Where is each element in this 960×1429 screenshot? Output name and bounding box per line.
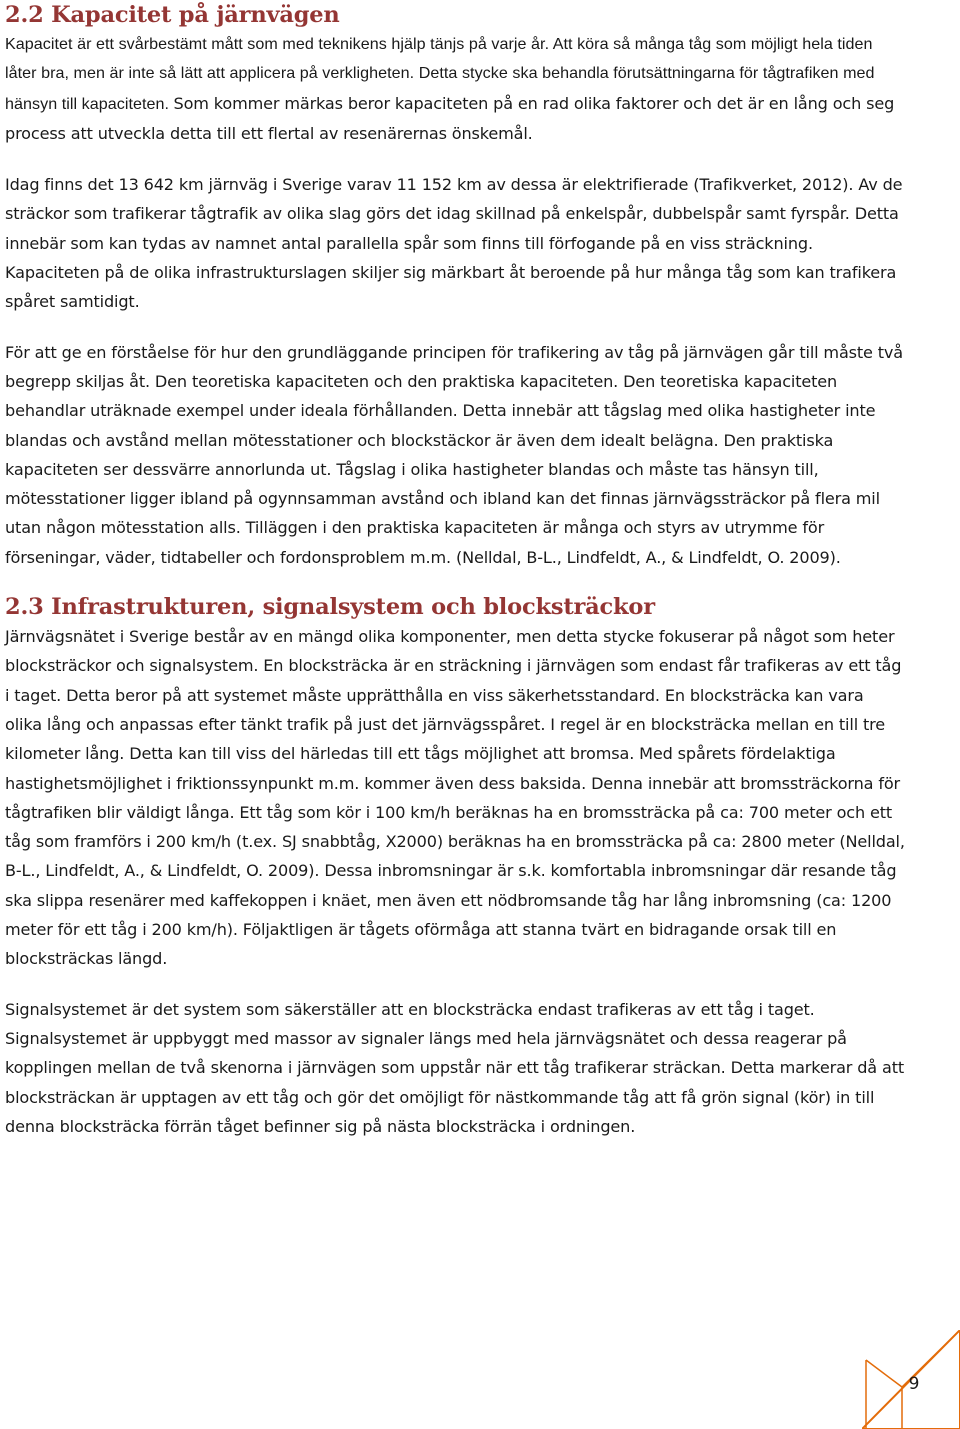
paragraph [5,30,905,149]
section-heading: 2.2 Kapacitet på järnvägen [5,2,340,28]
paragraph: Järnvägsnätet i Sverige består av en mängd olika komponenter, men detta stycke fokuserar på något som heter blocksträckor och signalsystem. En blocksträcka är en sträckning i järnvägen som endast får trafikeras av ett tåg i taget. Detta beror på att systemet måste upprätthålla en viss säkerhetsstandard. En blocksträcka kan vara olika lång och anpassas efter tänkt trafik på just det järnvägsspåret. I regel är en blocksträcka mellan en till tre kilometer lång. Detta kan till viss del härledas till ett tågs möjlighet att bromsa. Med spårets fördelaktiga hastighetsmöjlighet i friktionssynpunkt m.m. kommer även dess baksida. Denna innebär att bromssträckorna för tågtrafiken blir väldigt långa. Ett tåg som kör i 100 km/h beräknas ha en bromssträcka på ca: 700 meter och ett tåg som framförs i 200 km/h (t.ex. SJ snabbtåg, X2000) beräknas ha en bromssträcka på ca: 2800 meter (Nelldal, B-L., Lindfeldt, A., & Lindfeldt, O. 2009). Dessa inbromsningar är s.k. komfortabla inbromsningar där resande tåg ska slippa resenärer med kaffekoppen i knäet, men även ett nödbromsande tåg har lång inbromsning (ca: 1200 meter för ett tåg i 200 km/h). Följaktligen är tågets oförmåga att stanna tvärt en bidragande orsak till en blocksträckas längd. [5,627,905,969]
paragraph-sentence: Som kommer märkas beror kapaciteten på en rad olika faktorer och det är en lång och seg process att utveckla detta till ett flertal av resenärernas önskemål. [5,93,895,143]
section-heading: 2.3 Infrastrukturen, signalsystem och blocksträckor [5,594,655,621]
paragraph: Signalsystemet är det system som säkerställer att en blocksträcka endast trafikeras av ett tåg i taget. Signalsystemet är uppbyggt med massor av signaler längs med hela järnvägsnätet och dessa reagerar på kopplingen mellan de två skenorna i järnvägen som uppstår när ett tåg trafikerar sträckan. Detta markerar då att blocksträckan är upptagen av ett tåg och gör det omöjligt för nästkommande tåg att få grön signal (kör) in till denna blocksträcka förrän tåget befinner sig på nästa blocksträcka i ordningen. [5,999,905,1136]
paragraph-sentence: Kapacitet är ett svårbestämt mått som med teknikens hjälp tänjs på varje år. Att köra så många tåg som möjligt hela tiden låter bra, men är inte så lätt att applicera på verkligheten. Detta stycke ska behandla förutsättningarna för tågtrafiken med hänsyn till kapaciteten. [5,35,875,113]
page-number: 9 [908,1374,920,1394]
paragraph: Idag finns det 13 642 km järnväg i Sverige varav 11 152 km av dessa är elektrifierade (Trafikverket, 2012). Av de sträckor som trafikerar tågtrafik av olika slag görs det idag skillnad på enkelspår, dubbelspår samt fyrspår. Detta innebär som kan tydas av namnet antal parallella spår som finns till förfogande på en viss sträckning. Kapaciteten på de olika infrastrukturslagen skiljer sig märkbart åt beroende på hur många tåg som kan trafikera spåret samtidigt. [5,175,903,312]
document-page [5,0,905,1141]
paragraph: För att ge en förståelse för hur den grundläggande principen för trafikering av tåg på järnvägen går till måste två begrepp skiljas åt. Den teoretiska kapaciteten och den praktiska kapaciteten. Den teoretiska kapaciteten behandlar uträknade exempel under ideala förhållanden. Detta innebär att tågslag med olika hastigheter inte blandas och avstånd mellan mötesstationer och blockstäckor är även dem idealt belägna. Den praktiska kapaciteten ser dessvärre annorlunda ut. Tågslag i olika hastigheter blandas och måste tas hänsyn till, mötesstationer ligger ibland på ogynnsamman avstånd och ibland kan det finnas järnvägssträckor på flera mil utan någon mötesstation alls. Tilläggen i den praktiska kapaciteten är många och styrs av utrymme för förseningar, väder, tidtabeller och fordonsproblem m.m. (Nelldal, B-L., Lindfeldt, A., & Lindfeldt, O. 2009). [5,342,904,567]
